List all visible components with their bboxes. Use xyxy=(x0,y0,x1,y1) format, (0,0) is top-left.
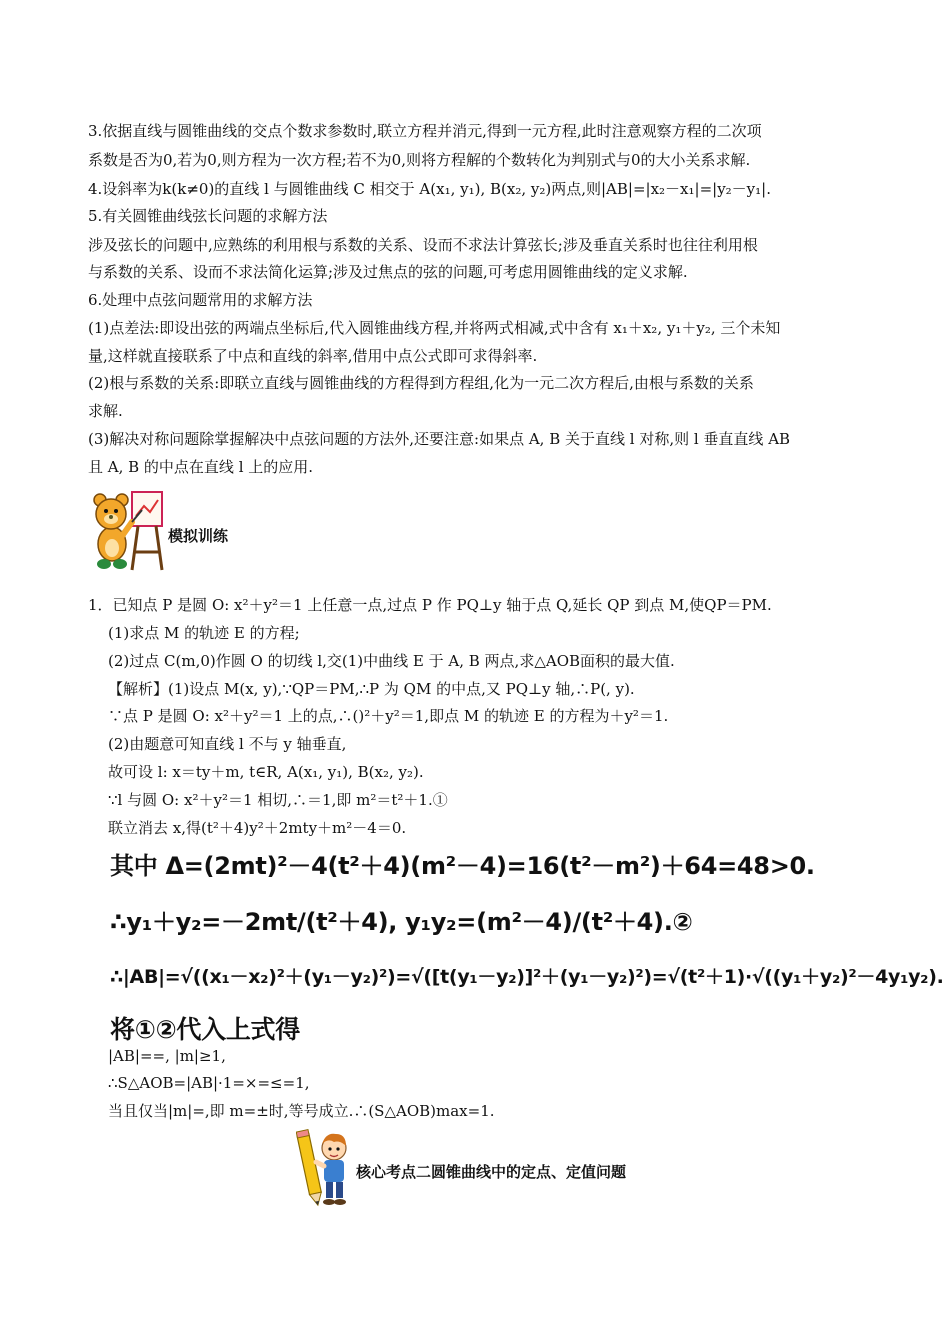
text-line: |AB|==, |m|≥1, xyxy=(108,1047,226,1065)
text-line: (2)由题意可知直线 l 不与 y 轴垂直, xyxy=(108,735,347,753)
text-line: (2)过点 C(m,0)作圆 O 的切线 l,交(1)中曲线 E 于 A, B 两点,求△AOB面积的最大值. xyxy=(108,652,675,670)
text-line: 当且仅当|m|=,即 m=±时,等号成立.∴(S△AOB)max=1. xyxy=(108,1102,495,1120)
problem-statement: 1．已知点 P 是圆 O: x²＋y²＝1 上任意一点,过点 P 作 PQ⊥y 轴于点 Q,延长 QP 到点 M,使QP＝PM. xyxy=(88,596,772,614)
text-line: 且 A, B 的中点在直线 l 上的应用. xyxy=(88,458,314,476)
text-line: 5.有关圆锥曲线弦长问题的求解方法 xyxy=(88,207,328,225)
text-line: ∵点 P 是圆 O: x²＋y²＝1 上的点,∴()²＋y²＝1,即点 M 的轨迹 E 的方程为＋y²＝1. xyxy=(108,707,669,725)
formula-line: 将①②代入上式得 xyxy=(110,1015,300,1044)
text-line: (3)解决对称问题除掌握解决中点弦问题的方法外,还要注意:如果点 A, B 关于直线 l 对称,则 l 垂直直线 AB xyxy=(88,430,791,448)
text-line: 【解析】(1)设点 M(x, y),∵QP＝PM,∴P 为 QM 的中点,又 PQ⊥y 轴,∴P(, y). xyxy=(108,680,635,698)
bear-painter-icon xyxy=(88,486,168,572)
text-line: 与系数的关系、设而不求法简化运算;涉及过焦点的弦的问题,可考虑用圆锥曲线的定义求解. xyxy=(88,263,688,281)
text-line: 系数是否为0,若为0,则方程为一次方程;若不为0,则将方程解的个数转化为判别式与0的大小关系求解. xyxy=(88,151,751,169)
text-line: (2)根与系数的关系:即联立直线与圆锥曲线的方程得到方程组,化为一元二次方程后,由根与系数的关系 xyxy=(88,374,754,392)
section-heading: 模拟训练 xyxy=(168,527,229,545)
text-line: ∵l 与圆 O: x²＋y²＝1 相切,∴＝1,即 m²＝t²＋1.① xyxy=(108,791,448,809)
text-line: (1)求点 M 的轨迹 E 的方程; xyxy=(108,624,300,642)
formula-line: ∴|AB|=√((x₁－x₂)²＋(y₁－y₂)²)=√([t(y₁－y₂)]²＋(y₁－y₂)²)=√(t²＋1)·√((y₁＋y₂)²－4y₁y₂). xyxy=(110,966,944,988)
text-line: 3.依据直线与圆锥曲线的交点个数求参数时,联立方程并消元,得到一元方程,此时注意观察方程的二次项 xyxy=(88,122,762,140)
formula-line: 其中 Δ=(2mt)²－4(t²＋4)(m²－4)=16(t²－m²)＋64=48>0. xyxy=(110,852,815,880)
text-line: 6.处理中点弦问题常用的求解方法 xyxy=(88,291,313,309)
text-line: 联立消去 x,得(t²＋4)y²＋2mty＋m²－4＝0. xyxy=(108,819,407,837)
text-line: 4.设斜率为k(k≠0)的直线 l 与圆锥曲线 C 相交于 A(x₁, y₁), B(x₂, y₂)两点,则|AB|=|x₂－x₁|=|y₂－y₁|. xyxy=(88,180,771,198)
text-line: ∴S△AOB=|AB|·1=×=≤=1, xyxy=(108,1074,310,1092)
text-line: 涉及弦长的问题中,应熟练的利用根与系数的关系、设而不求法计算弦长;涉及垂直关系时也往往利用根 xyxy=(88,236,758,254)
pencil-boy-icon xyxy=(296,1128,352,1210)
text-line: 量,这样就直接联系了中点和直线的斜率,借用中点公式即可求得斜率. xyxy=(88,347,538,365)
section-heading: 核心考点二圆锥曲线中的定点、定值问题 xyxy=(356,1163,627,1181)
text-line: 求解. xyxy=(88,402,123,420)
text-line: 故可设 l: x＝ty＋m, t∈R, A(x₁, y₁), B(x₂, y₂). xyxy=(108,763,424,781)
formula-line: ∴y₁＋y₂=－2mt/(t²＋4), y₁y₂=(m²－4)/(t²＋4).② xyxy=(110,908,693,936)
text-line: (1)点差法:即设出弦的两端点坐标后,代入圆锥曲线方程,并将两式相减,式中含有 x₁＋x₂, y₁＋y₂, 三个未知 xyxy=(88,319,781,337)
